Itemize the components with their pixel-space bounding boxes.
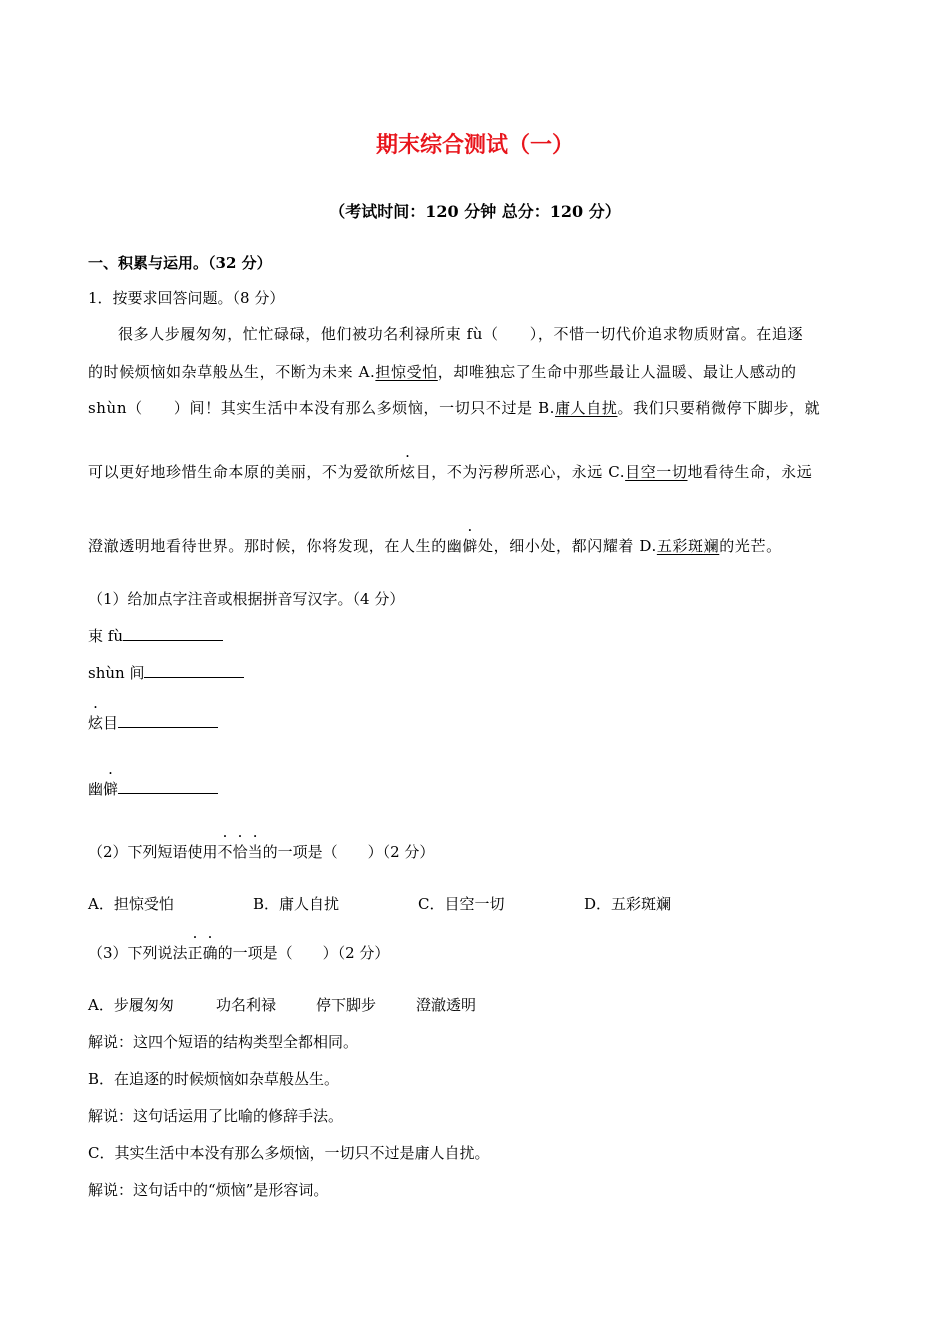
underlined-phrase-c: 目空一切 [625, 463, 688, 481]
exam-subtitle: （考试时间：120 分钟 总分：120 分） [329, 202, 621, 221]
option-a-word-3: 停下脚步 [316, 996, 377, 1014]
subquestion-1-prompt: （1）给加点字注音或根据拼音写汉字。（4 分） [88, 590, 405, 608]
underlined-phrase-a: 担惊受怕 [375, 363, 438, 381]
underlined-phrase-d: 五彩斑斓 [656, 537, 720, 555]
option-c-note: 解说：这句话中的“烦恼”是形容词。 [88, 1181, 329, 1199]
exam-title: 期末综合测试（一） [375, 132, 574, 158]
subquestion-2-prompt: （2）下列短语使用不恰当的一项是（ ）（2 分） [88, 843, 435, 861]
option-a-word-2: 功名利禄 [216, 996, 277, 1014]
option-c-text[interactable]: C．其实生活中本没有那么多烦恼，一切只不过是庸人自扰。 [88, 1144, 490, 1162]
pinyin-fu: fù [466, 325, 483, 343]
dotted-char-pi: 僻 [462, 537, 479, 555]
option-d[interactable]: D．五彩斑斓 [584, 895, 672, 913]
subquestion-3-prompt: （3）下列说法正确的一项是（ ）（2 分） [88, 944, 390, 962]
fill-item-2: shùn 间 [88, 662, 244, 683]
passage-line-1: 很多人步履匆匆，忙忙碌碌，他们被功名利禄所束 fù（ ），不惜一切代价追求物质财富。在追逐 [118, 325, 804, 343]
answer-blank-4[interactable] [118, 778, 218, 794]
option-a[interactable]: A．担惊受怕 [88, 895, 174, 913]
answer-blank-1[interactable] [123, 625, 223, 641]
passage-line-3: shùn（ ）间！其实生活中本没有那么多烦恼，一切只不过是 B.庸人自扰。我们只要稍微停下脚步，就 [88, 399, 821, 417]
passage-line-2: 的时候烦恼如杂草般丛生，不断为未来 A.担惊受怕，却唯独忘了生命中那些最让人温暖、最让人感动的 [88, 363, 797, 381]
fill-item-1: 束 fù [88, 625, 223, 646]
answer-blank-2[interactable] [144, 662, 244, 678]
option-b-text[interactable]: B．在追逐的时候烦恼如杂草般丛生。 [88, 1070, 340, 1088]
underlined-phrase-b: 庸人自扰 [555, 399, 618, 417]
fill-item-3: 炫目 [88, 712, 218, 733]
answer-blank-3[interactable] [118, 712, 218, 728]
option-a-note: 解说：这四个短语的结构类型全都相同。 [88, 1033, 359, 1051]
option-a-word-4: 澄澈透明 [416, 996, 477, 1014]
passage-line-5: 澄澈透明地看待世界。那时候，你将发现，在人生的幽僻处，细小处，都闪耀着 D.五彩斑斓的光芒。 [88, 537, 782, 555]
option-a-word-1[interactable]: A．步履匆匆 [88, 996, 174, 1014]
dotted-char-xuan: 炫 [400, 463, 416, 481]
passage-line-4: 可以更好地珍惜生命本原的美丽，不为爱欲所炫目，不为污秽所恶心，永远 C.目空一切地看待生命，永远 [88, 463, 813, 481]
option-b[interactable]: B．庸人自扰 [253, 895, 340, 913]
question-1-heading: 1．按要求回答问题。（8 分） [88, 289, 285, 307]
option-b-note: 解说：这句话运用了比喻的修辞手法。 [88, 1107, 344, 1125]
option-c[interactable]: C．目空一切 [418, 895, 505, 913]
fill-item-4: 幽僻 [88, 778, 218, 799]
pinyin-shun: shùn [88, 399, 128, 417]
section-heading: 一、积累与运用。（32 分） [88, 254, 272, 272]
